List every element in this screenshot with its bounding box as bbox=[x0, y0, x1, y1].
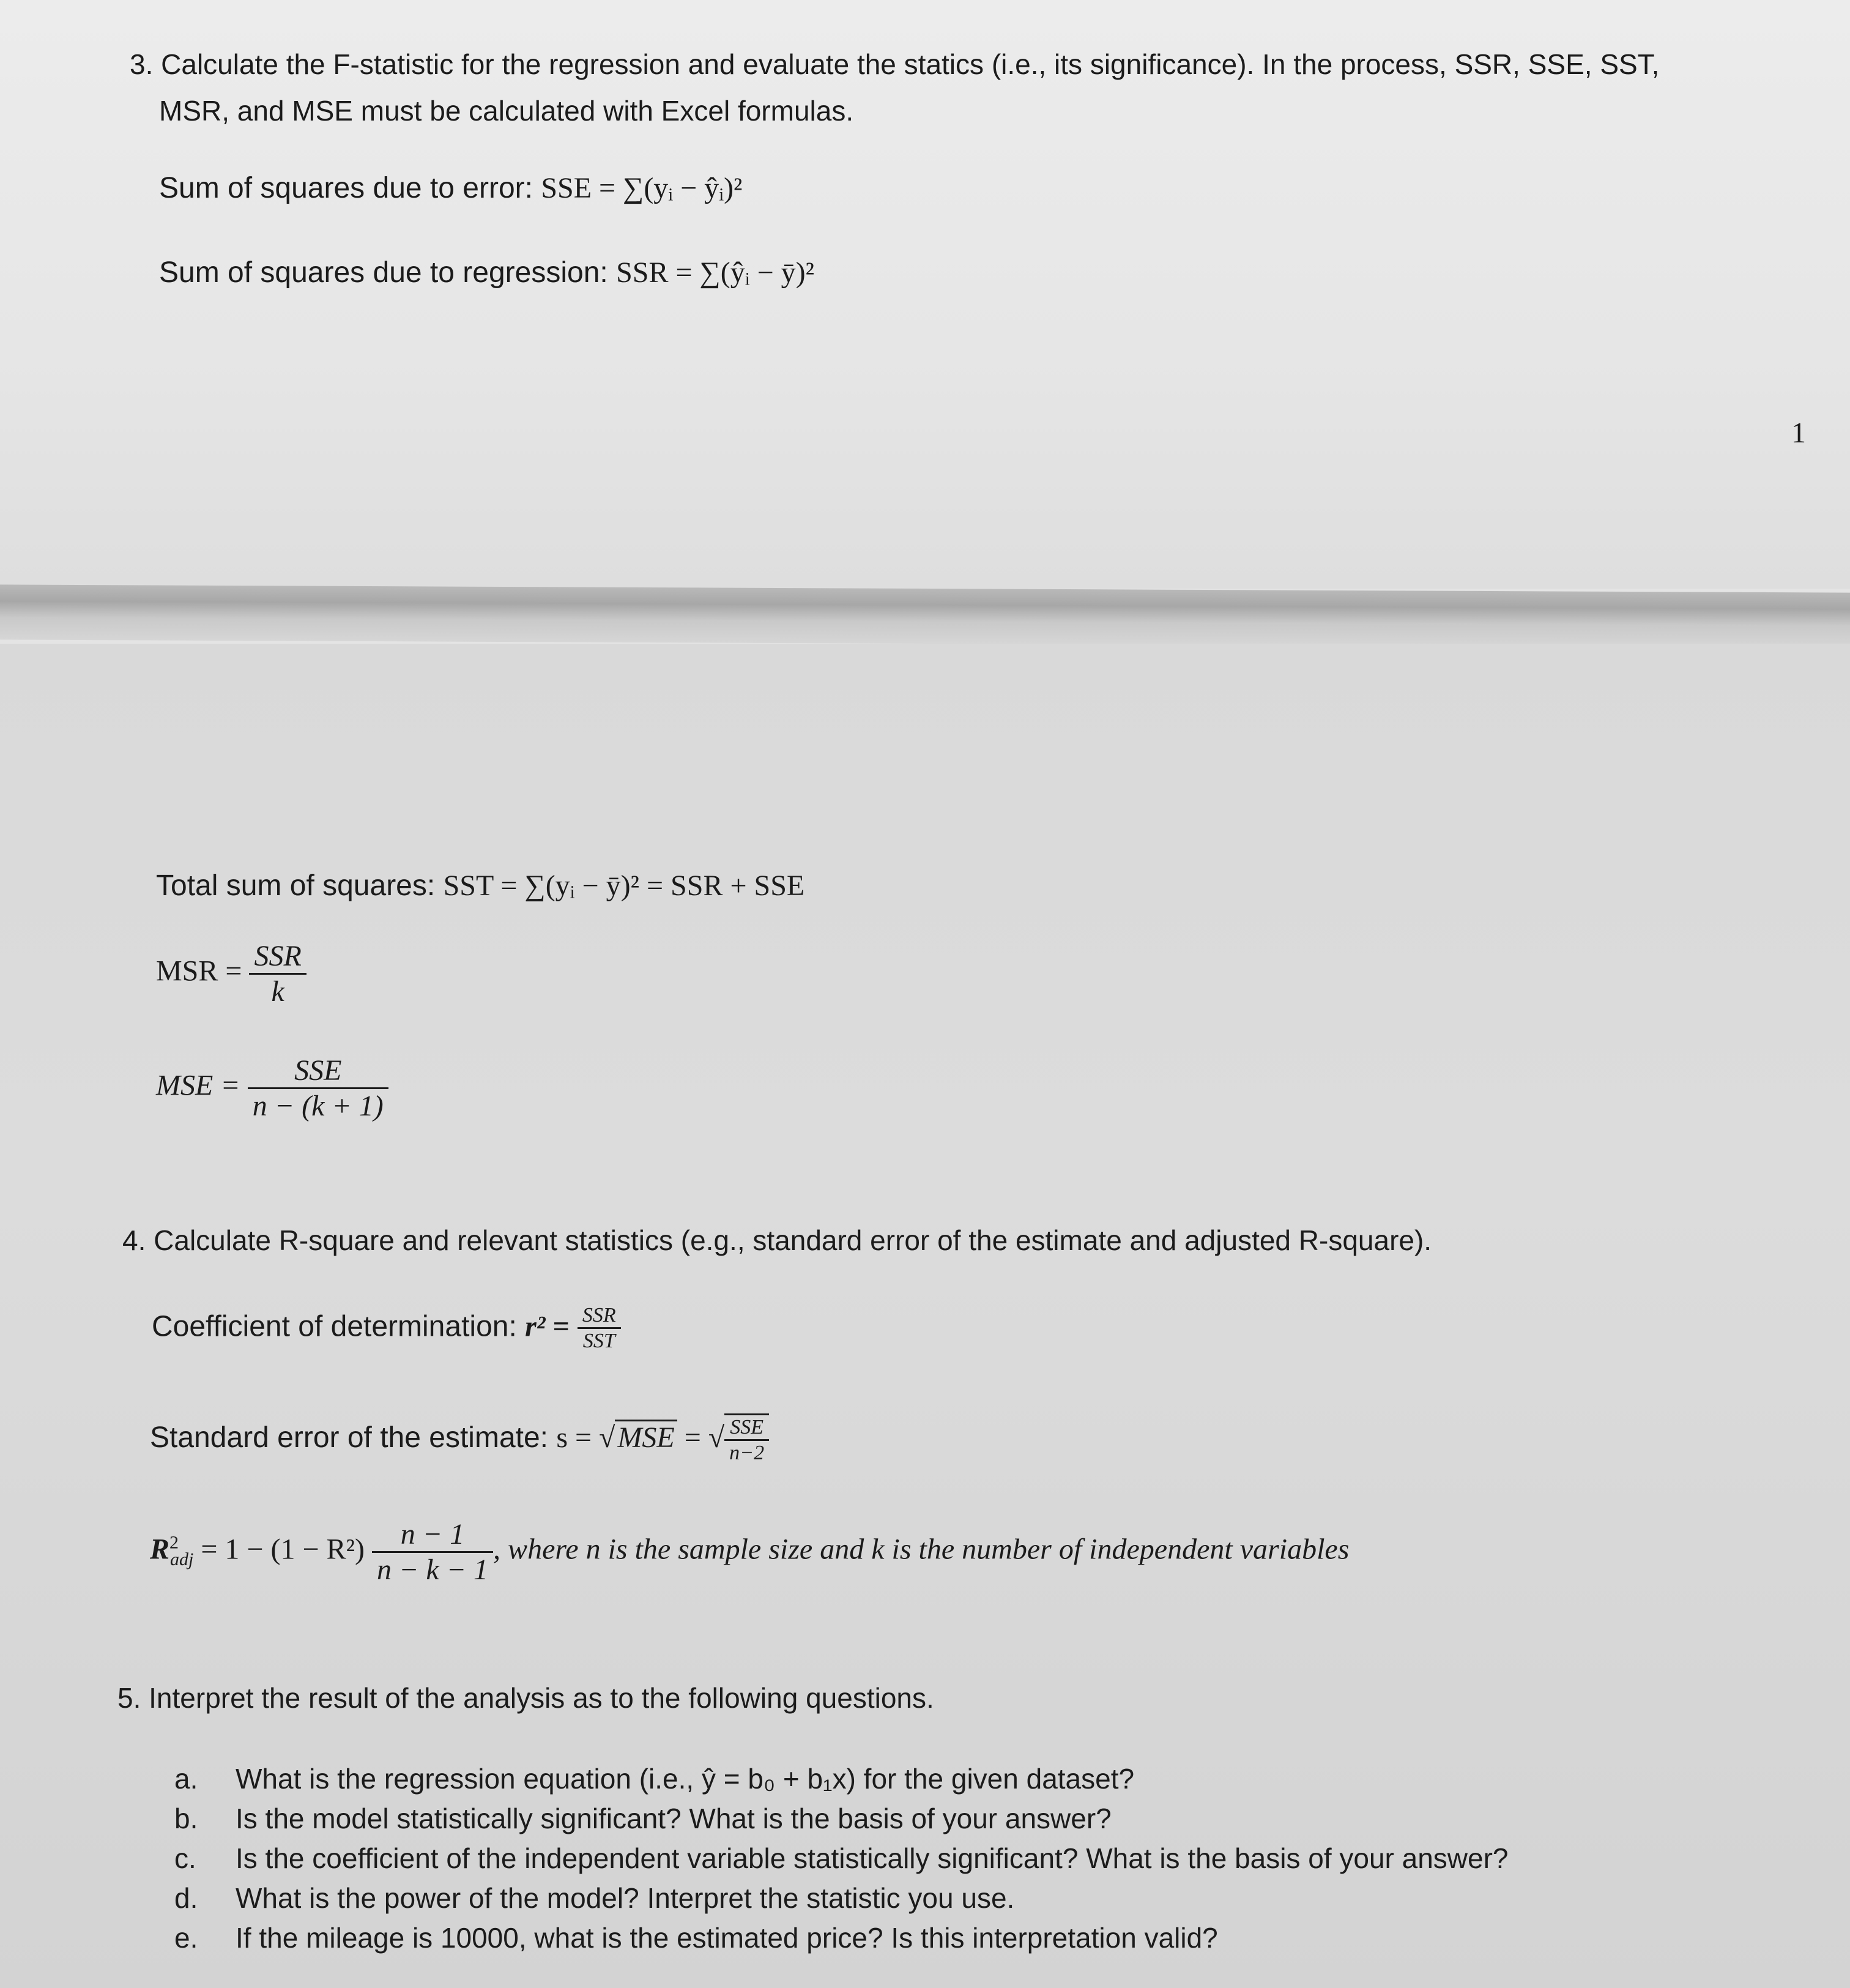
radj-lhs: R bbox=[150, 1533, 170, 1566]
page-number: 1 bbox=[1791, 417, 1806, 449]
q5-item-text: Is the model statistically significant? What is the basis of your answer? bbox=[236, 1803, 1112, 1834]
mse-numerator: SSE bbox=[248, 1054, 388, 1089]
ssr-formula: SSR = ∑(ŷᵢ − ȳ)² bbox=[616, 256, 815, 289]
radj-mid: = 1 − (1 − R²) bbox=[193, 1533, 365, 1566]
adjusted-r-square-formula bbox=[150, 1517, 1349, 1587]
cod-lhs: r² = bbox=[525, 1310, 570, 1343]
upper-page bbox=[0, 0, 1850, 589]
q3-title-line2: MSR, and MSE must be calculated with Excel formulas. bbox=[159, 95, 854, 127]
cod-definition bbox=[152, 1303, 621, 1353]
sse-definition bbox=[159, 171, 742, 205]
q3-title-line1: 3. Calculate the F-statistic for the regression and evaluate the statics (i.e., its significance). In the process, SSR, SSE, SST, bbox=[130, 48, 1660, 80]
q5-item-d bbox=[174, 1882, 1014, 1915]
msr-denominator: k bbox=[271, 975, 284, 1008]
q5-item-text: Is the coefficient of the independent variable statistically significant? What is the basis of your answer? bbox=[236, 1842, 1509, 1874]
radj-numerator: n − 1 bbox=[372, 1517, 493, 1553]
ssr-definition bbox=[159, 256, 814, 289]
mse-formula bbox=[156, 1054, 388, 1123]
q5-item-e bbox=[174, 1921, 1218, 1954]
q5-item-letter: d. bbox=[174, 1882, 198, 1914]
radj-tail: , where n is the sample size and k is the number of independent variables bbox=[493, 1533, 1350, 1566]
sst-formula: SST = ∑(yᵢ − ȳ)² = SSR + SSE bbox=[443, 869, 805, 902]
q5-item-b bbox=[174, 1802, 1112, 1835]
se-mse: MSE bbox=[615, 1420, 677, 1454]
q5-item-letter: a. bbox=[174, 1763, 198, 1795]
q5-item-c bbox=[174, 1842, 1509, 1875]
cod-numerator: SSR bbox=[578, 1303, 621, 1329]
radj-sup: 2 bbox=[169, 1532, 179, 1553]
q5-item-text: What is the regression equation (i.e., ŷ = b₀ + b₁x) for the given dataset? bbox=[236, 1763, 1135, 1795]
radj-sub: adj bbox=[170, 1549, 194, 1570]
q5-item-letter: b. bbox=[174, 1803, 198, 1834]
q4-title: 4. Calculate R-square and relevant statistics (e.g., standard error of the estimate and adjusted R-square). bbox=[122, 1224, 1432, 1256]
page-divider bbox=[0, 584, 1850, 647]
se-eq: = √ bbox=[677, 1421, 725, 1454]
ssr-label: Sum of squares due to regression: bbox=[159, 256, 608, 289]
q5-title: 5. Interpret the result of the analysis as to the following questions. bbox=[117, 1682, 934, 1714]
se-denominator: n−2 bbox=[729, 1442, 765, 1465]
q5-item-text: If the mileage is 10000, what is the estimated price? Is this interpretation valid? bbox=[236, 1922, 1218, 1954]
se-lhs: s = √ bbox=[556, 1421, 615, 1454]
sst-definition bbox=[156, 869, 804, 903]
q5-item-a bbox=[174, 1762, 1134, 1795]
se-definition bbox=[150, 1413, 769, 1465]
msr-lhs: MSR = bbox=[156, 955, 242, 988]
se-label: Standard error of the estimate: bbox=[150, 1421, 548, 1454]
radj-denominator: n − k − 1 bbox=[376, 1554, 489, 1587]
q5-item-letter: e. bbox=[174, 1922, 198, 1954]
cod-label: Coefficient of determination: bbox=[152, 1310, 517, 1343]
se-numerator: SSE bbox=[724, 1415, 769, 1441]
q5-item-text: What is the power of the model? Interpret the statistic you use. bbox=[236, 1882, 1015, 1914]
sst-label: Total sum of squares: bbox=[156, 869, 436, 902]
msr-numerator: SSR bbox=[249, 939, 306, 975]
q5-item-letter: c. bbox=[174, 1842, 196, 1874]
mse-lhs: MSE = bbox=[156, 1069, 240, 1102]
sse-label: Sum of squares due to error: bbox=[159, 172, 533, 204]
msr-formula bbox=[156, 939, 306, 1008]
mse-denominator: n − (k + 1) bbox=[252, 1090, 384, 1123]
sse-formula: SSE = ∑(yᵢ − ŷᵢ)² bbox=[541, 172, 743, 204]
cod-denominator: SST bbox=[582, 1330, 615, 1353]
